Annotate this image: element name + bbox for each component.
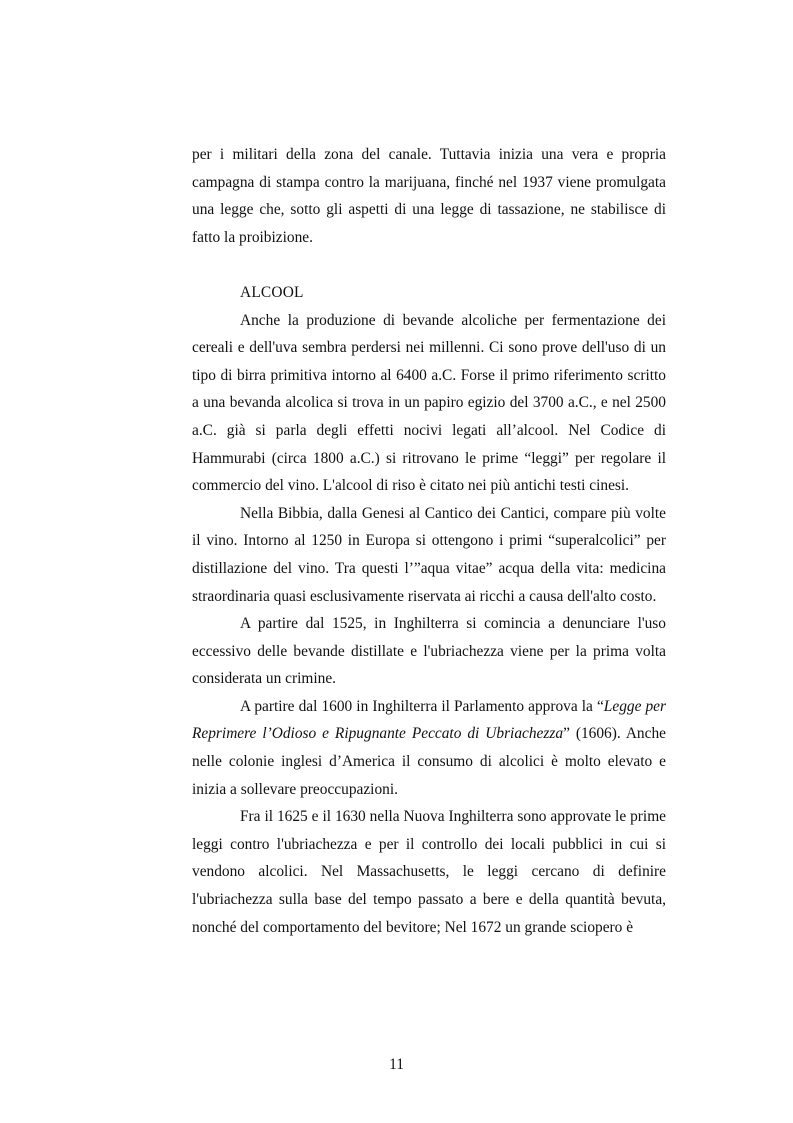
section-heading-alcool: ALCOOL [240, 283, 304, 301]
law-title: Legge per Reprimere l’Odioso e Ripugnante Peccato di Ubriachezza [192, 697, 666, 743]
paragraph-alcohol-history: Anche la produzione di bevande alcoliche per fermentazione dei cereali e dell'uva sembra perdersi nei millenni. Ci sono prove dell'uso di un tipo di birra primitiva intorno al 6400 a.C. Forse il primo riferimento scritto a una bevanda alcolica si trova in un papiro egizio del 3700 a.C., e nel 2500 a.C. già si parla degli effetti nocivi legati all’alcool. Nel Codice di Hammurabi (circa 1800 a.C.) si ritrovano le prime “leggi” per regolare il commercio del vino. L'alcool di riso è citato nei più antichi testi cinesi. [192, 311, 666, 495]
paragraph-england-1525: A partire dal 1525, in Inghilterra si comincia a denunciare l'uso eccessivo delle bevande distillate e l'ubriachezza viene per la prima volta considerata un crimine. [192, 615, 666, 688]
law-paragraph-continuation: ” (1606). Anche nelle colonie inglesi d’America il consumo di alcolici è molto elevato e inizia a sollevare preoccupazioni. [192, 725, 666, 798]
paragraph-new-england-laws: Fra il 1625 e il 1630 nella Nuova Inghilterra sono approvate le prime leggi contro l'ubriachezza e per il controllo dei locali pubblici in cui si vendono alcolici. Nel Massachusetts, le leggi cercano di definire l'ubriachezza sulla base del tempo passato a bere e della quantità bevuta, nonché del comportamento del bevitore; Nel 1672 un grande sciopero è [192, 808, 666, 936]
continuation-paragraph: per i militari della zona del canale. Tuttavia inizia una vera e propria campagna di stampa contro la marijuana, finché nel 1937 viene promulgata una legge che, sotto gli aspetti di una legge di tassazione, ne stabilisce di fatto la proibizione. [192, 146, 666, 246]
paragraph-england-1600-law [192, 693, 666, 803]
page-number: 11 [389, 1056, 404, 1073]
law-paragraph-intro: A partire dal 1600 in Inghilterra il Parlamento approva la “ [240, 697, 604, 715]
paragraph-bible-distillation: Nella Bibbia, dalla Genesi al Cantico dei Cantici, compare più volte il vino. Intorno al 1250 in Europa si ottengono i primi “superalcolici” per distillazione del vino. Tra questi l’”aqua vitae” acqua della vita: medicina straordinaria quasi esclusivamente riservata ai ricchi a causa dell'alto costo. [192, 504, 666, 605]
section-spacing [192, 251, 666, 279]
document-body [192, 141, 666, 941]
